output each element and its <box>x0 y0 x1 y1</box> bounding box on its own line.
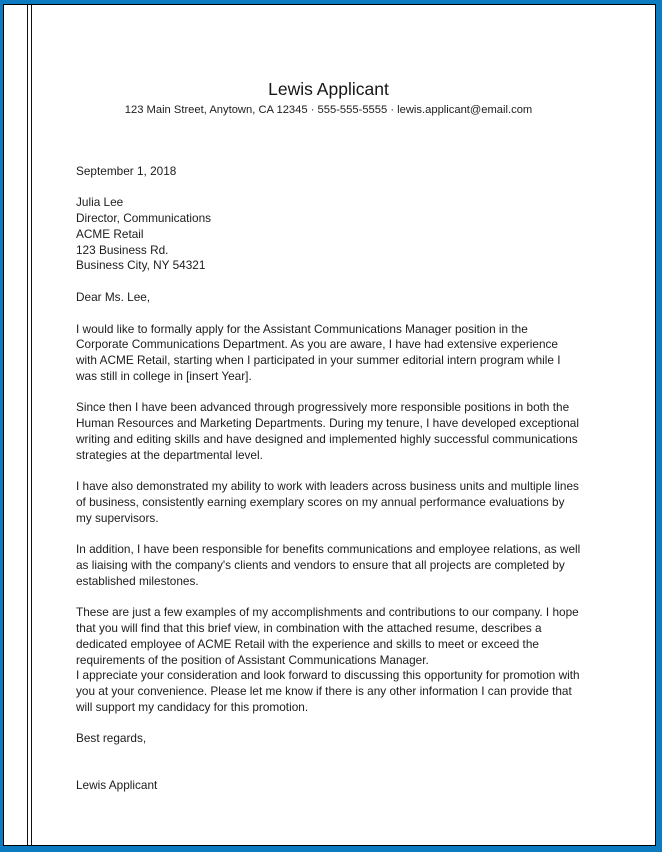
paragraph-5: These are just a few examples of my accomplishments and contributions to our company. I hope that you will find that this brief view, in combination with the attached resume, describes a dedicated employee of ACME Retail with the experience and skills to meet or exceed the requirements of the position of Assistant Communications Manager. <box>76 605 579 667</box>
salutation: Dear Ms. Lee, <box>76 289 151 304</box>
sender-name: Lewis Applicant <box>268 79 389 99</box>
paragraph-1: I would like to formally apply for the Assistant Communications Manager position in the Corporate Communications Department. As you are aware, I have had extensive experience with ACME Retail, starting when I participated in your summer editorial intern program while I was still in college in [insert Year]. <box>76 321 561 383</box>
sender-contact-line: 123 Main Street, Anytown, CA 12345 · 555-555-5555 · lewis.applicant@email.com <box>124 104 533 116</box>
paragraph-3: I have also demonstrated my ability to work with leaders across business units and multiple lines of business, consistently earning exemplary scores on my annual performance evaluations by my supervisors. <box>76 479 579 525</box>
closing: Best regards, <box>76 731 147 746</box>
paragraph-6: I appreciate your consideration and look forward to discussing this opportunity for promotion with you at your convenience. Please let me know if there is any other information I can provide that will support my candidacy for this promotion. <box>76 668 580 714</box>
letter-page <box>3 4 656 846</box>
recipient-title: Director, Communications <box>76 211 212 226</box>
paragraph-2: Since then I have been advanced through progressively more responsible positions in both the Human Resources and Marketing Departments. During my tenure, I have developed exceptional writing and editing skills and have designed and implemented highly successful communications strategies at the departmental level. <box>76 400 579 462</box>
letter-date: September 1, 2018 <box>76 163 177 178</box>
paragraph-4: In addition, I have been responsible for benefits communications and employee relations, as well as liaising with the company's clients and vendors to ensure that all projects are completed by established milestones. <box>76 542 581 588</box>
recipient-address-street: 123 Business Rd. <box>76 242 169 257</box>
left-double-rule <box>27 5 32 845</box>
recipient-name: Julia Lee <box>76 195 124 210</box>
signature-name: Lewis Applicant <box>76 778 158 793</box>
letter-header <box>76 79 581 119</box>
letter-body <box>76 5 581 794</box>
recipient-company: ACME Retail <box>76 226 144 241</box>
recipient-address-city: Business City, NY 54321 <box>76 258 206 273</box>
recipient-block <box>76 195 581 274</box>
